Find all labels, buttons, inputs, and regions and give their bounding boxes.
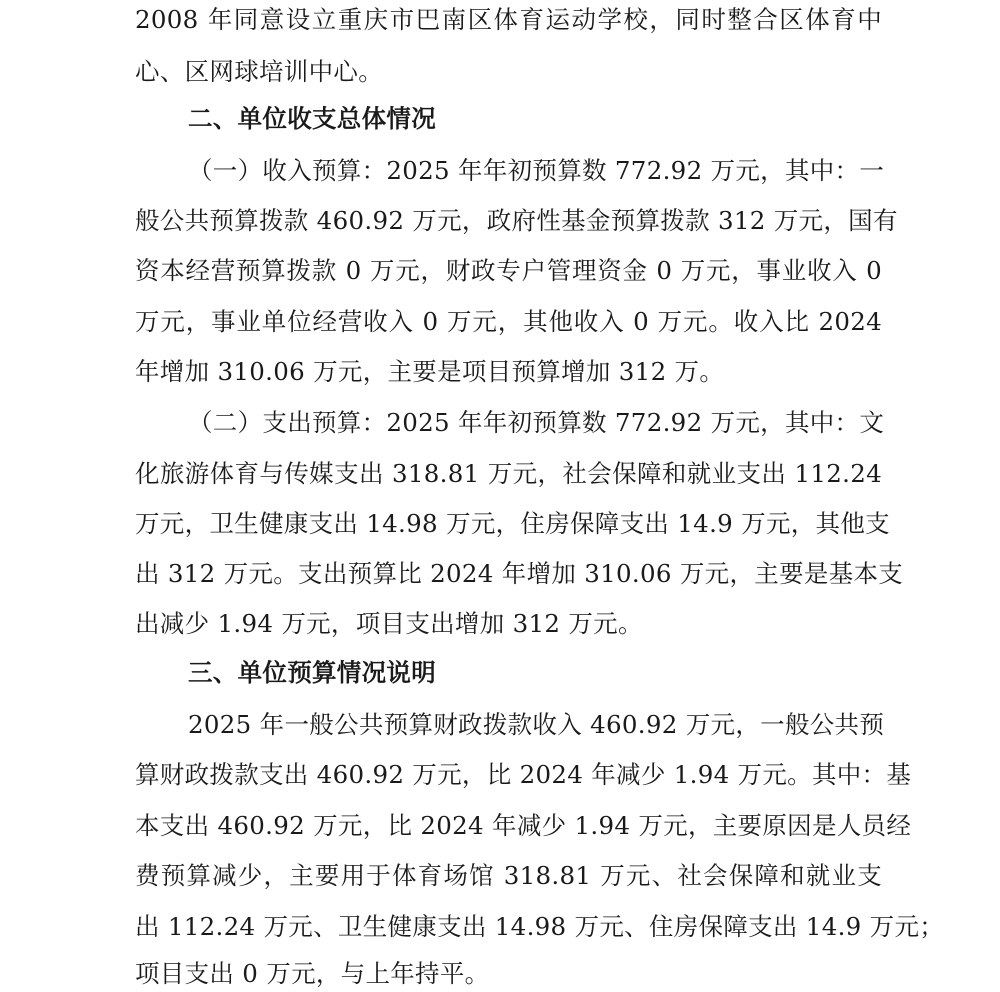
paragraph-line: 本支出 460.92 万元，比 2024 年减少 1.94 万元，主要原因是人员经 [135, 811, 912, 840]
paragraph-line: 项目支出 0 万元，与上年持平。 [135, 959, 490, 988]
paragraph-line: 化旅游体育与传媒支出 318.81 万元，社会保障和就业支出 112.24 [135, 459, 882, 488]
paragraph-line: 出 112.24 万元、卫生健康支出 14.98 万元、住房保障支出 14.9 万元； [135, 912, 945, 941]
section-heading: 三、单位预算情况说明 [188, 658, 436, 687]
paragraph-line: 心、区网球培训中心。 [135, 57, 383, 86]
paragraph-line: 费预算减少，主要用于体育场馆 318.81 万元、社会保障和就业支 [135, 861, 882, 890]
paragraph-line: 2025 年一般公共预算财政拨款收入 460.92 万元，一般公共预 [188, 710, 885, 739]
paragraph-line: （一）收入预算：2025 年年初预算数 772.92 万元，其中：一 [188, 156, 885, 185]
paragraph-line: 2008 年同意设立重庆市巴南区体育运动学校，同时整合区体育中 [135, 5, 882, 34]
paragraph-line: 万元，事业单位经营收入 0 万元，其他收入 0 万元。收入比 2024 [135, 307, 882, 336]
paragraph-line: 万元，卫生健康支出 14.98 万元，住房保障支出 14.9 万元，其他支 [135, 509, 890, 538]
paragraph-line: 算财政拨款支出 460.92 万元，比 2024 年减少 1.94 万元。其中：基 [135, 760, 912, 789]
paragraph-line: 资本经营预算拨款 0 万元，财政专户管理资金 0 万元，事业收入 0 [135, 256, 882, 285]
paragraph-line: 出 312 万元。支出预算比 2024 年增加 310.06 万元，主要是基本支 [135, 559, 904, 588]
paragraph-line: 般公共预算拨款 460.92 万元，政府性基金预算拨款 312 万元，国有 [135, 206, 898, 235]
paragraph-line: 年增加 310.06 万元，主要是项目预算增加 312 万。 [135, 357, 725, 386]
paragraph-line: （二）支出预算：2025 年年初预算数 772.92 万元，其中：文 [188, 408, 885, 437]
paragraph-line: 出减少 1.94 万元，项目支出增加 312 万元。 [135, 609, 643, 638]
section-heading: 二、单位收支总体情况 [188, 104, 436, 133]
